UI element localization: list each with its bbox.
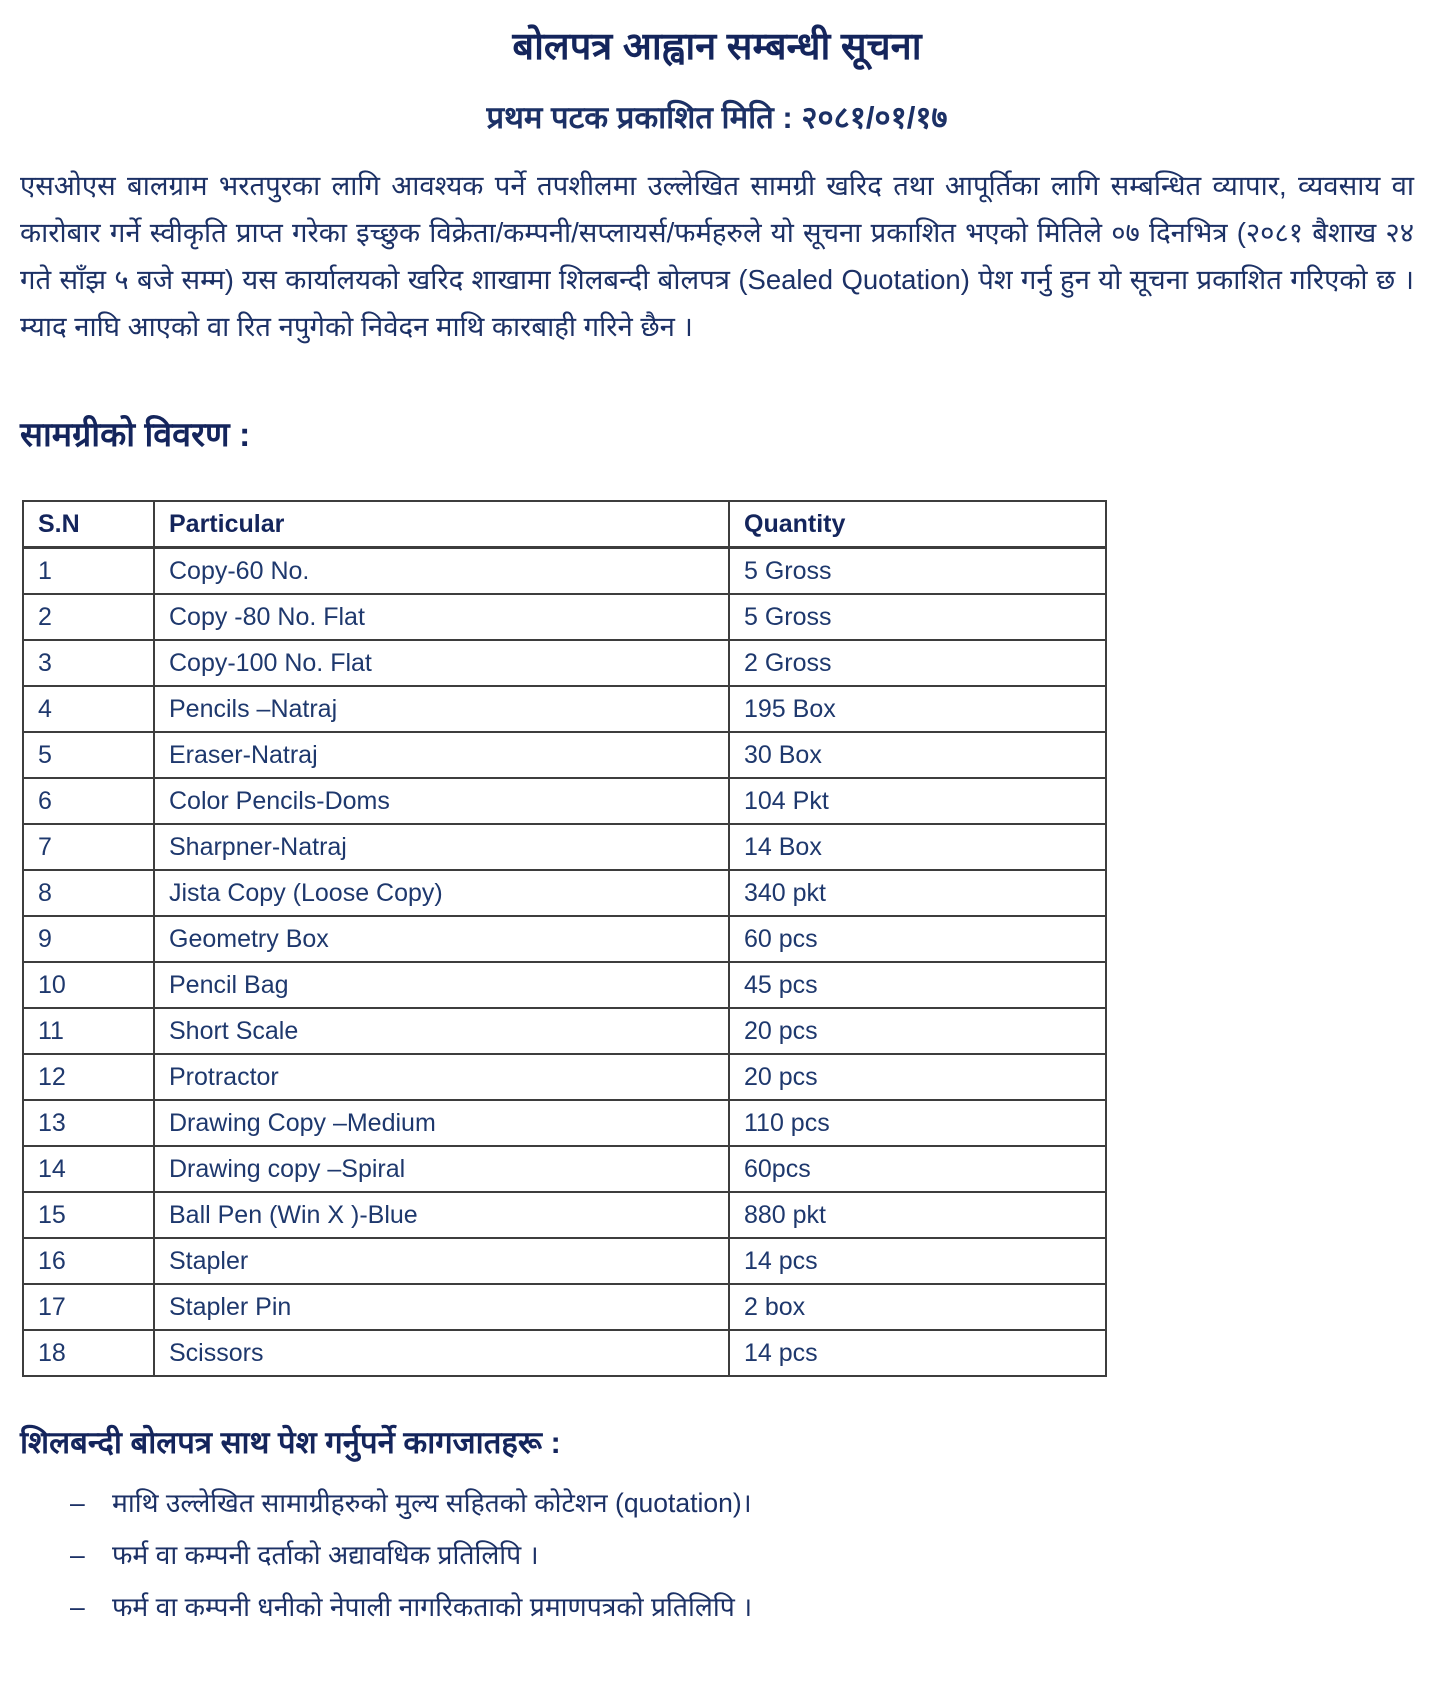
table-row xyxy=(23,686,1106,732)
item-quantity-cell: 104 Pkt xyxy=(729,778,1106,824)
published-date-line: प्रथम पटक प्रकाशित मिति : २०८१/०१/१७ xyxy=(486,100,948,135)
documents-list xyxy=(20,1477,1414,1633)
dash-bullet: – xyxy=(70,1592,85,1622)
item-particular-cell: Pencils –Natraj xyxy=(154,686,729,732)
item-particular-cell: Copy-60 No. xyxy=(154,548,729,595)
item-sn-cell: 14 xyxy=(23,1146,154,1192)
table-row xyxy=(23,1330,1106,1376)
item-quantity-cell: 14 pcs xyxy=(729,1238,1106,1284)
table-row xyxy=(23,1192,1106,1238)
item-particular-cell: Drawing copy –Spiral xyxy=(154,1146,729,1192)
items-table-header-row xyxy=(23,501,1106,548)
item-sn-cell: 17 xyxy=(23,1284,154,1330)
item-quantity-cell: 30 Box xyxy=(729,732,1106,778)
table-row xyxy=(23,640,1106,686)
item-quantity-cell: 5 Gross xyxy=(729,548,1106,595)
item-quantity-cell: 2 box xyxy=(729,1284,1106,1330)
item-sn-cell: 6 xyxy=(23,778,154,824)
document-list-item-text: फर्म वा कम्पनी धनीको नेपाली नागरिकताको प्रमाणपत्रको प्रतिलिपि । xyxy=(112,1592,753,1622)
item-sn-cell: 4 xyxy=(23,686,154,732)
item-sn-cell: 1 xyxy=(23,548,154,595)
table-row xyxy=(23,1054,1106,1100)
table-row xyxy=(23,778,1106,824)
item-particular-cell: Short Scale xyxy=(154,1008,729,1054)
item-quantity-cell: 60 pcs xyxy=(729,916,1106,962)
item-particular-cell: Copy -80 No. Flat xyxy=(154,594,729,640)
dash-bullet: – xyxy=(70,1488,85,1518)
item-sn-cell: 11 xyxy=(23,1008,154,1054)
item-quantity-cell: 195 Box xyxy=(729,686,1106,732)
table-row xyxy=(23,548,1106,595)
item-sn-cell: 2 xyxy=(23,594,154,640)
intro-paragraph: एसओएस बालग्राम भरतपुरका लागि आवश्यक पर्ने तपशीलमा उल्लेखित सामग्री खरिद तथा आपूर्तिका लागि सम्बन्धित व्यापार, व्यवसाय वा कारोबार गर्ने स्वीकृति प्राप्त गरेका इच्छुक विक्रेता/कम्पनी/सप्लायर्स/फर्महरुले यो सूचना प्रकाशित भएको मितिले ०७ दिनभित्र (२०८१ बैशाख २४ गते साँझ ५ बजे सम्म) यस कार्यालयको खरिद शाखामा शिलबन्दी बोलपत्र (Sealed Quotation) पेश गर्नु हुन यो सूचना प्रकाशित गरिएको छ । म्याद नाघि आएको वा रित नपुगेको निवेदन माथि कारबाही गरिने छैन । xyxy=(20,170,1414,342)
items-table xyxy=(22,500,1107,1377)
column-header-sn: S.N xyxy=(23,501,154,548)
item-particular-cell: Eraser-Natraj xyxy=(154,732,729,778)
item-particular-cell: Scissors xyxy=(154,1330,729,1376)
item-quantity-cell: 45 pcs xyxy=(729,962,1106,1008)
item-sn-cell: 15 xyxy=(23,1192,154,1238)
table-row xyxy=(23,1146,1106,1192)
item-particular-cell: Pencil Bag xyxy=(154,962,729,1008)
table-row xyxy=(23,1008,1106,1054)
item-quantity-cell: 20 pcs xyxy=(729,1008,1106,1054)
item-quantity-cell: 110 pcs xyxy=(729,1100,1106,1146)
item-sn-cell: 5 xyxy=(23,732,154,778)
item-quantity-cell: 20 pcs xyxy=(729,1054,1106,1100)
dash-bullet: – xyxy=(70,1540,85,1570)
column-header-particular: Particular xyxy=(154,501,729,548)
item-sn-cell: 8 xyxy=(23,870,154,916)
item-sn-cell: 9 xyxy=(23,916,154,962)
table-row xyxy=(23,916,1106,962)
item-quantity-cell: 14 Box xyxy=(729,824,1106,870)
documents-section-heading: शिलबन्दी बोलपत्र साथ पेश गर्नुपर्ने कागजातहरू : xyxy=(20,1425,561,1460)
item-particular-cell: Protractor xyxy=(154,1054,729,1100)
items-section-heading: सामग्रीको विवरण : xyxy=(20,416,251,454)
item-quantity-cell: 14 pcs xyxy=(729,1330,1106,1376)
document-list-item xyxy=(70,1581,1414,1633)
item-quantity-cell: 5 Gross xyxy=(729,594,1106,640)
table-row xyxy=(23,1284,1106,1330)
items-table-body xyxy=(23,548,1106,1377)
item-quantity-cell: 880 pkt xyxy=(729,1192,1106,1238)
column-header-quantity: Quantity xyxy=(729,501,1106,548)
item-particular-cell: Ball Pen (Win X )-Blue xyxy=(154,1192,729,1238)
item-sn-cell: 16 xyxy=(23,1238,154,1284)
item-quantity-cell: 60pcs xyxy=(729,1146,1106,1192)
table-row xyxy=(23,824,1106,870)
item-particular-cell: Copy-100 No. Flat xyxy=(154,640,729,686)
table-row xyxy=(23,870,1106,916)
item-particular-cell: Stapler Pin xyxy=(154,1284,729,1330)
item-sn-cell: 3 xyxy=(23,640,154,686)
table-row xyxy=(23,1100,1106,1146)
item-particular-cell: Color Pencils-Doms xyxy=(154,778,729,824)
item-particular-cell: Geometry Box xyxy=(154,916,729,962)
item-particular-cell: Stapler xyxy=(154,1238,729,1284)
item-particular-cell: Sharpner-Natraj xyxy=(154,824,729,870)
item-particular-cell: Drawing Copy –Medium xyxy=(154,1100,729,1146)
table-row xyxy=(23,594,1106,640)
table-row xyxy=(23,732,1106,778)
document-list-item xyxy=(70,1477,1414,1529)
item-sn-cell: 13 xyxy=(23,1100,154,1146)
item-quantity-cell: 2 Gross xyxy=(729,640,1106,686)
item-sn-cell: 10 xyxy=(23,962,154,1008)
item-sn-cell: 12 xyxy=(23,1054,154,1100)
document-list-item-text: माथि उल्लेखित सामाग्रीहरुको मुल्य सहितको कोटेशन (quotation)। xyxy=(112,1488,752,1518)
document-list-item xyxy=(70,1529,1414,1581)
item-particular-cell: Jista Copy (Loose Copy) xyxy=(154,870,729,916)
item-sn-cell: 18 xyxy=(23,1330,154,1376)
page-title: बोलपत्र आह्वान सम्बन्धी सूचना xyxy=(512,26,922,68)
document-list-item-text: फर्म वा कम्पनी दर्ताको अद्यावधिक प्रतिलिपि । xyxy=(112,1540,539,1570)
item-sn-cell: 7 xyxy=(23,824,154,870)
table-row xyxy=(23,962,1106,1008)
item-quantity-cell: 340 pkt xyxy=(729,870,1106,916)
table-row xyxy=(23,1238,1106,1284)
